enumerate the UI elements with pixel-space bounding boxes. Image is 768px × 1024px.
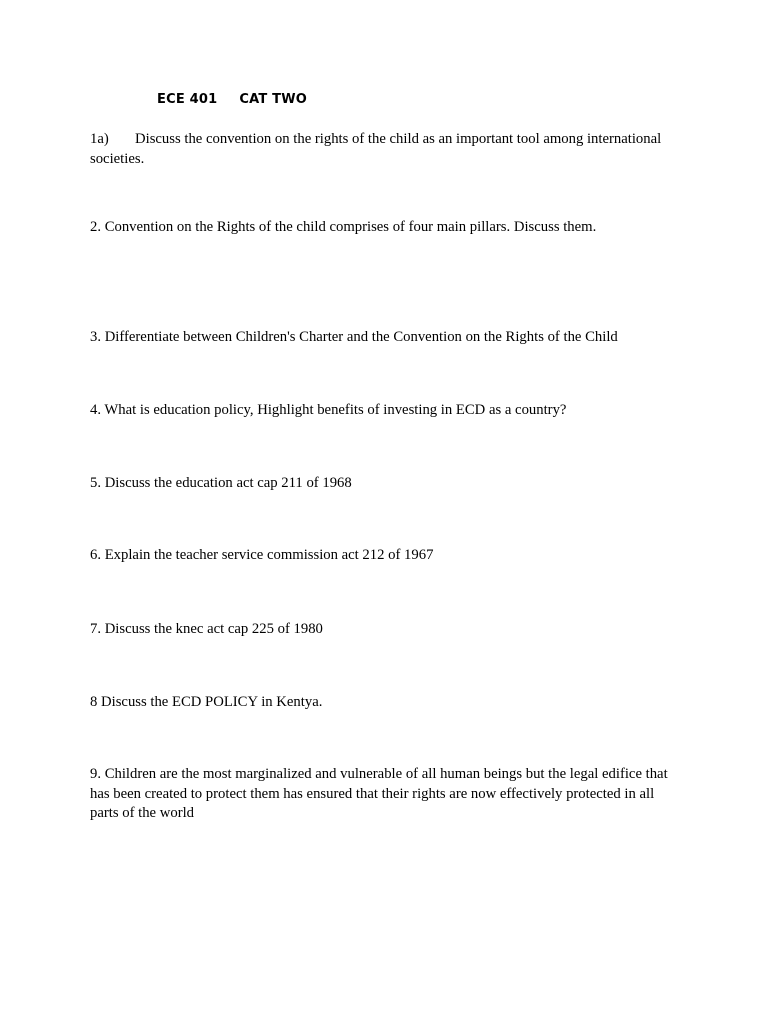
question-7: 7. Discuss the knec act cap 225 of 1980 bbox=[90, 621, 323, 637]
assessment-name: CAT TWO bbox=[239, 92, 308, 107]
question-3: 3. Differentiate between Children's Charter and the Convention on the Rights of the Child bbox=[90, 329, 618, 345]
question-8: 8 Discuss the ECD POLICY in Kentya. bbox=[90, 694, 323, 710]
question-9: 9. Children are the most marginalized and vulnerable of all human beings but the legal edifice that has been created to protect them has ensured that their rights are now effectively protected in all parts of the world bbox=[90, 766, 668, 822]
question-6: 6. Explain the teacher service commission act 212 of 1967 bbox=[90, 547, 434, 563]
question-text: Discuss the convention on the rights of the child as an important tool among international societies. bbox=[90, 131, 662, 167]
course-code: ECE 401 bbox=[157, 92, 218, 107]
question-1a bbox=[90, 130, 690, 169]
question-5: 5. Discuss the education act cap 211 of 1968 bbox=[90, 475, 352, 491]
question-4: 4. What is education policy, Highlight benefits of investing in ECD as a country? bbox=[90, 402, 567, 418]
document-title bbox=[157, 92, 307, 107]
question-2: 2. Convention on the Rights of the child comprises of four main pillars. Discuss them. bbox=[90, 219, 597, 235]
question-number: 1a) bbox=[90, 131, 109, 147]
